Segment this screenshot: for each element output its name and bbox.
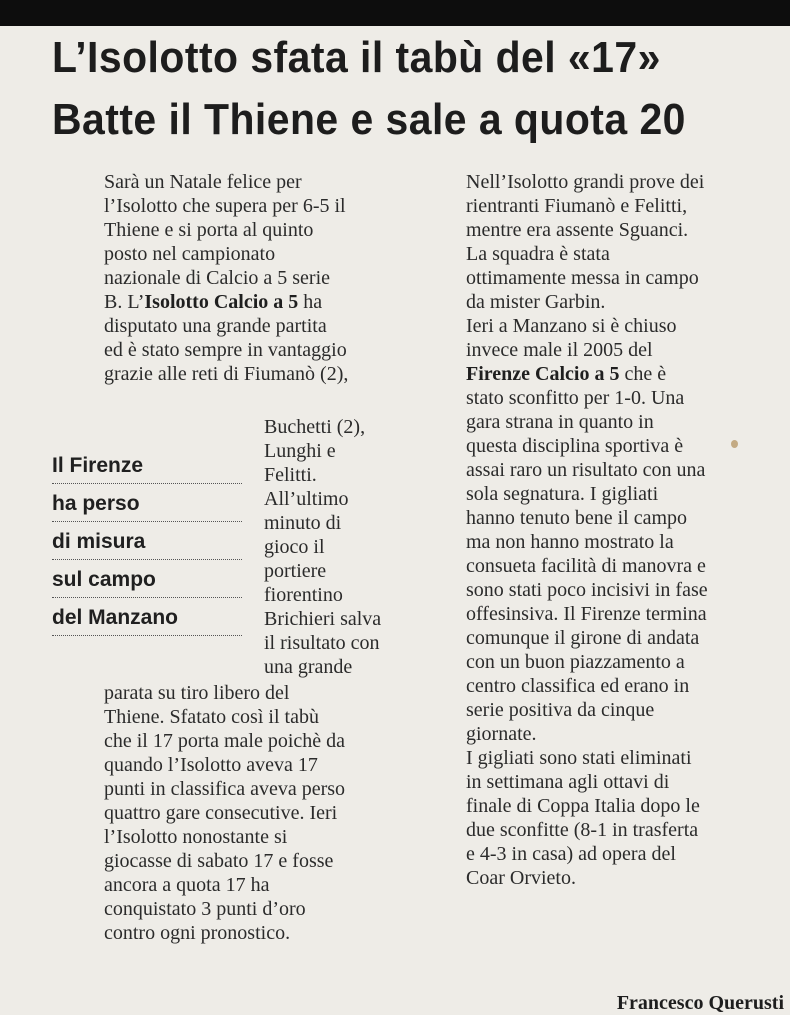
body-line: fiorentino — [264, 584, 343, 606]
body-line: disputato una grande partita — [104, 315, 327, 337]
body-line: rientranti Fiumanò e Felitti, — [466, 195, 688, 217]
body-line: grazie alle reti di Fiumanò (2), — [104, 363, 349, 385]
body-line: Nell’Isolotto grandi prove dei — [466, 171, 705, 193]
body-line: il risultato con — [264, 632, 380, 654]
team-prefix: B. L’ — [104, 291, 145, 313]
body-line: Thiene. Sfatato così il tabù — [104, 706, 319, 728]
pull-quote-line: del Manzano — [52, 602, 242, 636]
paper-speck — [731, 440, 738, 448]
body-line: La squadra è stata — [466, 243, 610, 265]
body-line: due sconfitte (8-1 in trasferta — [466, 819, 699, 841]
body-line: Brichieri salva — [264, 608, 382, 630]
headline-line-2: Batte il Thiene e sale a quota 20 — [52, 95, 686, 144]
top-black-band — [0, 0, 790, 26]
body-line: invece male il 2005 del — [466, 339, 653, 361]
body-line: portiere — [264, 560, 327, 582]
body-line: ed è stato sempre in vantaggio — [104, 339, 347, 361]
left-column-narrow — [264, 415, 381, 679]
body-line: offesinsiva. Il Firenze termina — [466, 603, 707, 625]
body-line: giocasse di sabato 17 e fosse — [104, 850, 334, 872]
body-line: gioco il — [264, 536, 325, 558]
pull-quote-line: di misura — [52, 526, 242, 560]
body-line: posto nel campionato — [104, 243, 276, 265]
body-line: Felitti. — [264, 464, 317, 486]
body-line: da mister Garbin. — [466, 291, 606, 313]
body-line: hanno tenuto bene il campo — [466, 507, 688, 529]
body-line: mentre era assente Sguanci. — [466, 219, 689, 241]
left-column-bottom — [104, 681, 345, 945]
team-suffix: ha — [298, 291, 323, 313]
body-line: punti in classifica aveva perso — [104, 778, 346, 800]
body-line: stato sconfitto per 1-0. Una — [466, 387, 685, 409]
body-line: Thiene e si porta al quinto — [104, 219, 314, 241]
body-line: finale di Coppa Italia dopo le — [466, 795, 700, 817]
headline-line-1: L’Isolotto sfata il tabù del «17» — [52, 33, 661, 82]
pull-quote-sidebar — [52, 450, 242, 636]
body-line-team — [466, 362, 708, 386]
right-column — [466, 170, 708, 890]
author-byline: Francesco Querusti — [616, 992, 784, 1014]
body-line: Buchetti (2), — [264, 416, 366, 438]
body-line: sono stati poco incisivi in fase — [466, 579, 708, 601]
pull-quote-line: Il Firenze — [52, 450, 242, 484]
body-line: centro classifica ed erano in — [466, 675, 690, 697]
body-line: Lunghi e — [264, 440, 336, 462]
body-line: l’Isolotto che supera per 6-5 il — [104, 195, 346, 217]
body-line: comunque il girone di andata — [466, 627, 700, 649]
body-line: serie positiva da cinque — [466, 699, 655, 721]
body-line: consueta facilità di manovra e — [466, 555, 706, 577]
body-line: una grande — [264, 656, 353, 678]
body-line: con un buon piazzamento a — [466, 651, 685, 673]
body-line: che il 17 porta male poichè da — [104, 730, 346, 752]
body-line: e 4-3 in casa) ad opera del — [466, 843, 676, 865]
pull-quote-line: ha perso — [52, 488, 242, 522]
body-line: questa disciplina sportiva è — [466, 435, 684, 457]
body-line: Coar Orvieto. — [466, 867, 576, 889]
body-line: I gigliati sono stati eliminati — [466, 747, 692, 769]
body-line: assai raro un risultato con una — [466, 459, 706, 481]
pull-quote-line: sul campo — [52, 564, 242, 598]
body-line: conquistato 3 punti d’oro — [104, 898, 306, 920]
body-line: contro ogni pronostico. — [104, 922, 291, 944]
body-line: parata su tiro libero del — [104, 682, 290, 704]
body-line: Ieri a Manzano si è chiuso — [466, 315, 677, 337]
left-column-top — [104, 170, 348, 386]
body-line: quattro gare consecutive. Ieri — [104, 802, 338, 824]
body-line: minuto di — [264, 512, 342, 534]
team-name-firenze: Firenze Calcio a 5 — [466, 363, 620, 385]
body-line: ma non hanno mostrato la — [466, 531, 674, 553]
body-line: sola segnatura. I gigliati — [466, 483, 659, 505]
body-line: ancora a quota 17 ha — [104, 874, 270, 896]
body-line: l’Isolotto nonostante si — [104, 826, 288, 848]
body-line: quando l’Isolotto aveva 17 — [104, 754, 318, 776]
body-line: nazionale di Calcio a 5 serie — [104, 267, 331, 289]
body-line: giornate. — [466, 723, 537, 745]
team-name-isolotto: Isolotto Calcio a 5 — [144, 291, 299, 313]
body-line: Sarà un Natale felice per — [104, 171, 302, 193]
body-line: All’ultimo — [264, 488, 349, 510]
body-line: in settimana agli ottavi di — [466, 771, 670, 793]
body-line: gara strana in quanto in — [466, 411, 654, 433]
team-suffix: che è — [619, 363, 667, 385]
body-line: ottimamente messa in campo — [466, 267, 699, 289]
body-line-team — [104, 290, 348, 314]
